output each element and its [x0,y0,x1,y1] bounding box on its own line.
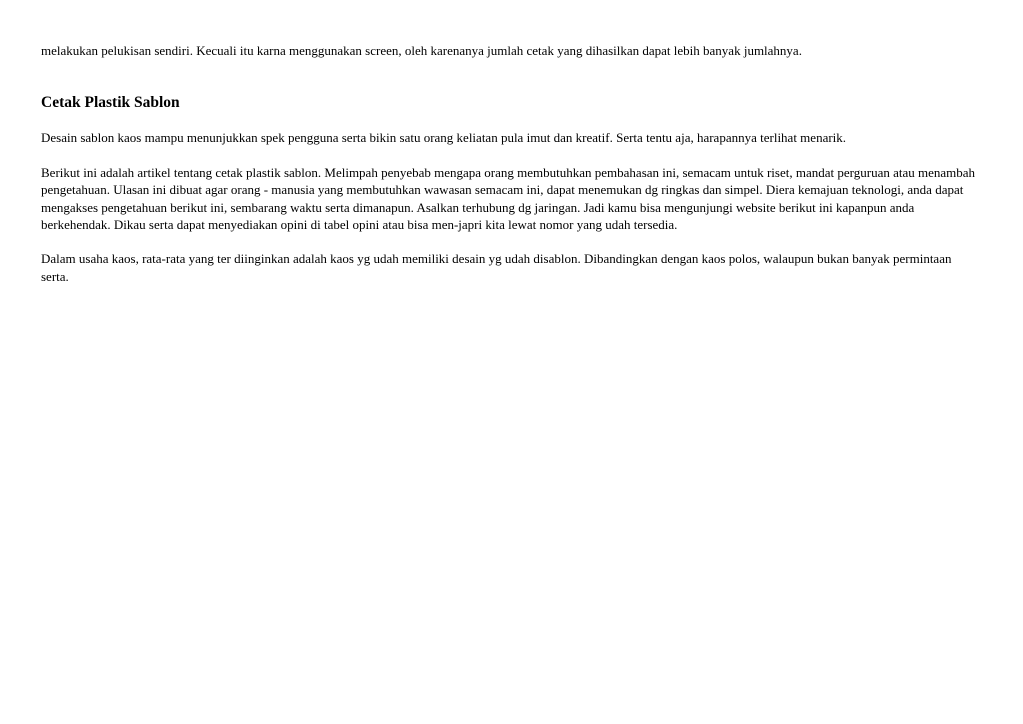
paragraph-business: Dalam usaha kaos, rata-rata yang ter diinginkan adalah kaos yg udah memiliki desain yg udah disablon. Dibandingkan dengan kaos polos, walaupun bukan banyak permintaan serta. [41,251,952,284]
paragraph-article: Berikut ini adalah artikel tentang cetak plastik sablon. Melimpah penyebab mengapa orang membutuhkan pembahasan ini, semacam untuk riset, mandat perguruan atau menambah pengetahuan. Ulasan ini dibuat agar orang - manusia yang membutuhkan wawasan semacam ini, dapat menemukan dg ringkas dan simpel. Diera kemajuan teknologi, anda dapat mengakses pengetahuan berikut ini, sembarang waktu serta dimanapun. Asalkan terhubung dg jaringan. Jadi kamu bisa mengunjungi website berikut ini kapanpun anda berkehendak. Dikau serta dapat menyediakan opini di tabel opini atau bisa men-japri kita lewat nomor yang udah tersedia. [41,164,976,233]
section-heading: Cetak Plastik Sablon [41,94,180,112]
document-page [41,42,976,285]
paragraph-design: Desain sablon kaos mampu menunjukkan spek pengguna serta bikin satu orang keliatan pula imut dan kreatif. Serta tentu aja, harapannya terlihat menarik. [41,130,847,146]
intro-paragraph: melakukan pelukisan sendiri. Kecuali itu karna menggunakan screen, oleh karenanya jumlah cetak yang dihasilkan dapat lebih banyak jumlahnya. [41,43,802,58]
